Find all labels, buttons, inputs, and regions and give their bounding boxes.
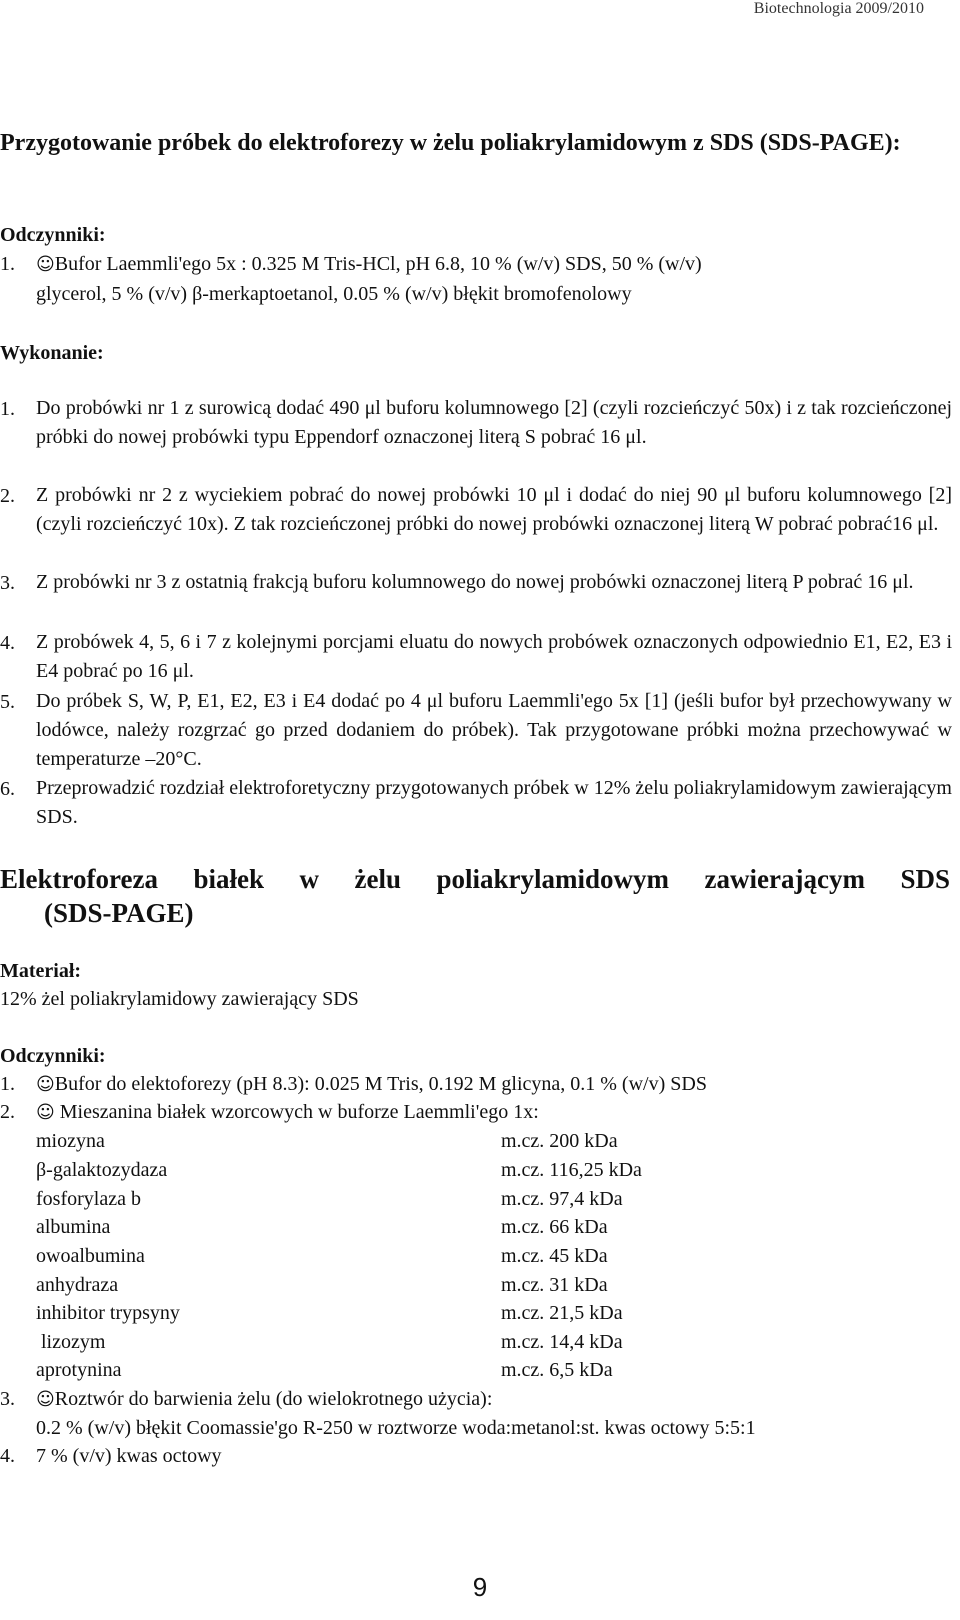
step-number: 3. xyxy=(0,572,15,594)
marker-name: albumina xyxy=(36,1216,111,1238)
step-text: Do próbek S, W, P, E1, E2, E3 i E4 dodać po 4 μl buforu Laemmli'ego 5x [1] (jeśli bufor był przechowywany w lodówce, należy rozgrzać go przed dodaniem do próbek). Tak przygotowane próbki można przechowywać w temperaturze –20°C. xyxy=(36,690,952,770)
reagent-number: 1. xyxy=(0,253,15,275)
step-number: 5. xyxy=(0,691,15,713)
reagent-line-continued: 0.2 % (w/v) błękit Coomassie'go R-250 w roztworze woda:metanol:st. kwas octowy 5:5:1 xyxy=(36,1417,756,1439)
reagent-line-continued: glycerol, 5 % (v/v) β-merkaptoetanol, 0.05 % (w/v) błękit bromofenolowy xyxy=(36,283,632,305)
reagent-number: 3. xyxy=(0,1388,15,1410)
reagent-text: Roztwór do barwienia żelu (do wielokrotnego użycia): xyxy=(54,1388,493,1410)
reagent-number: 4. xyxy=(0,1445,15,1467)
reagent-line xyxy=(36,251,702,278)
step-text: Z probówki nr 2 z wyciekiem pobrać do nowej probówki 10 μl i dodać do niej 90 μl buforu kolumnowego [2] (czyli rozcieńczyć 10x). Z tak rozcieńczonej próbki do nowej probówki oznaczonej literą W pobrać pobrać16 μl. xyxy=(36,484,952,535)
reagent-number: 1. xyxy=(0,1073,15,1095)
material-label: Materiał: xyxy=(0,960,82,982)
marker-name: β-galaktozydaza xyxy=(36,1159,168,1181)
marker-mass: m.cz. 45 kDa xyxy=(501,1245,608,1267)
marker-mass: m.cz. 21,5 kDa xyxy=(501,1302,623,1324)
reagent-number: 2. xyxy=(0,1101,15,1123)
smiley-icon: ☺ xyxy=(36,1102,55,1123)
running-header: Biotechnologia 2009/2010 xyxy=(753,0,924,17)
reagent-text: Mieszanina białek wzorcowych w buforze Laemmli'ego 1x: xyxy=(59,1101,539,1123)
marker-name: owoalbumina xyxy=(36,1245,145,1267)
reagent-line xyxy=(36,1386,492,1413)
reagent-text: 7 % (v/v) kwas octowy xyxy=(36,1445,222,1467)
marker-name: fosforylaza b xyxy=(36,1188,141,1210)
reagent-text: Bufor do elektoforezy (pH 8.3): 0.025 M Tris, 0.192 M glicyna, 0.1 % (w/v) SDS xyxy=(54,1073,707,1095)
section-title-sds-page: Elektroforeza białek w żelu poliakrylamidowym zawierającym SDS xyxy=(0,864,950,894)
section-title-sample-prep: Przygotowanie próbek do elektroforezy w żelu poliakrylamidowym z SDS (SDS-PAGE): xyxy=(0,130,901,156)
smiley-icon: ☺ xyxy=(36,1074,55,1095)
reagent-line xyxy=(36,1099,539,1126)
marker-name: lizozym xyxy=(36,1331,106,1353)
step-text: Do probówki nr 1 z surowicą dodać 490 μl buforu kolumnowego [2] (czyli rozcieńczyć 50x) i z tak rozcieńczonej próbki do nowej probówki typu Eppendorf oznaczonej literą S pobrać 16 μl. xyxy=(36,397,952,448)
step-text: Z probówek 4, 5, 6 i 7 z kolejnymi porcjami eluatu do nowych probówek oznaczonych odpowiednio E1, E2, E3 i E4 pobrać po 16 μl. xyxy=(36,631,952,682)
step-text: Przeprowadzić rozdział elektroforetyczny przygotowanych próbek w 12% żelu poliakrylamidowym zawierającym SDS. xyxy=(36,777,952,828)
marker-mass: m.cz. 31 kDa xyxy=(501,1274,608,1296)
material-text: 12% żel poliakrylamidowy zawierający SDS xyxy=(0,988,359,1010)
reagent-line xyxy=(36,1071,707,1098)
step-number: 6. xyxy=(0,778,15,800)
smiley-icon: ☺ xyxy=(36,1389,55,1410)
marker-mass: m.cz. 6,5 kDa xyxy=(501,1359,613,1381)
procedure-label: Wykonanie: xyxy=(0,342,104,364)
marker-mass: m.cz. 97,4 kDa xyxy=(501,1188,623,1210)
marker-mass: m.cz. 200 kDa xyxy=(501,1130,618,1152)
reagents-label: Odczynniki: xyxy=(0,1045,106,1067)
marker-mass: m.cz. 14,4 kDa xyxy=(501,1331,623,1353)
step-text: Z probówki nr 3 z ostatnią frakcją buforu kolumnowego do nowej probówki oznaczonej literą P pobrać 16 μl. xyxy=(36,571,914,593)
marker-name: miozyna xyxy=(36,1130,105,1152)
reagent-text: Bufor Laemmli'ego 5x : 0.325 M Tris-HCl, pH 6.8, 10 % (w/v) SDS, 50 % (w/v) xyxy=(54,253,702,275)
reagents-label: Odczynniki: xyxy=(0,224,106,246)
marker-name: anhydraza xyxy=(36,1274,119,1296)
step-number: 2. xyxy=(0,485,15,507)
step-number: 1. xyxy=(0,398,15,420)
marker-mass: m.cz. 116,25 kDa xyxy=(501,1159,642,1181)
marker-name: aprotynina xyxy=(36,1359,122,1381)
page-number: 9 xyxy=(472,1572,488,1602)
section-title-sds-page-continued: (SDS-PAGE) xyxy=(44,898,194,928)
step-number: 4. xyxy=(0,632,15,654)
smiley-icon: ☺ xyxy=(36,254,55,275)
marker-mass: m.cz. 66 kDa xyxy=(501,1216,608,1238)
marker-name: inhibitor trypsyny xyxy=(36,1302,180,1324)
